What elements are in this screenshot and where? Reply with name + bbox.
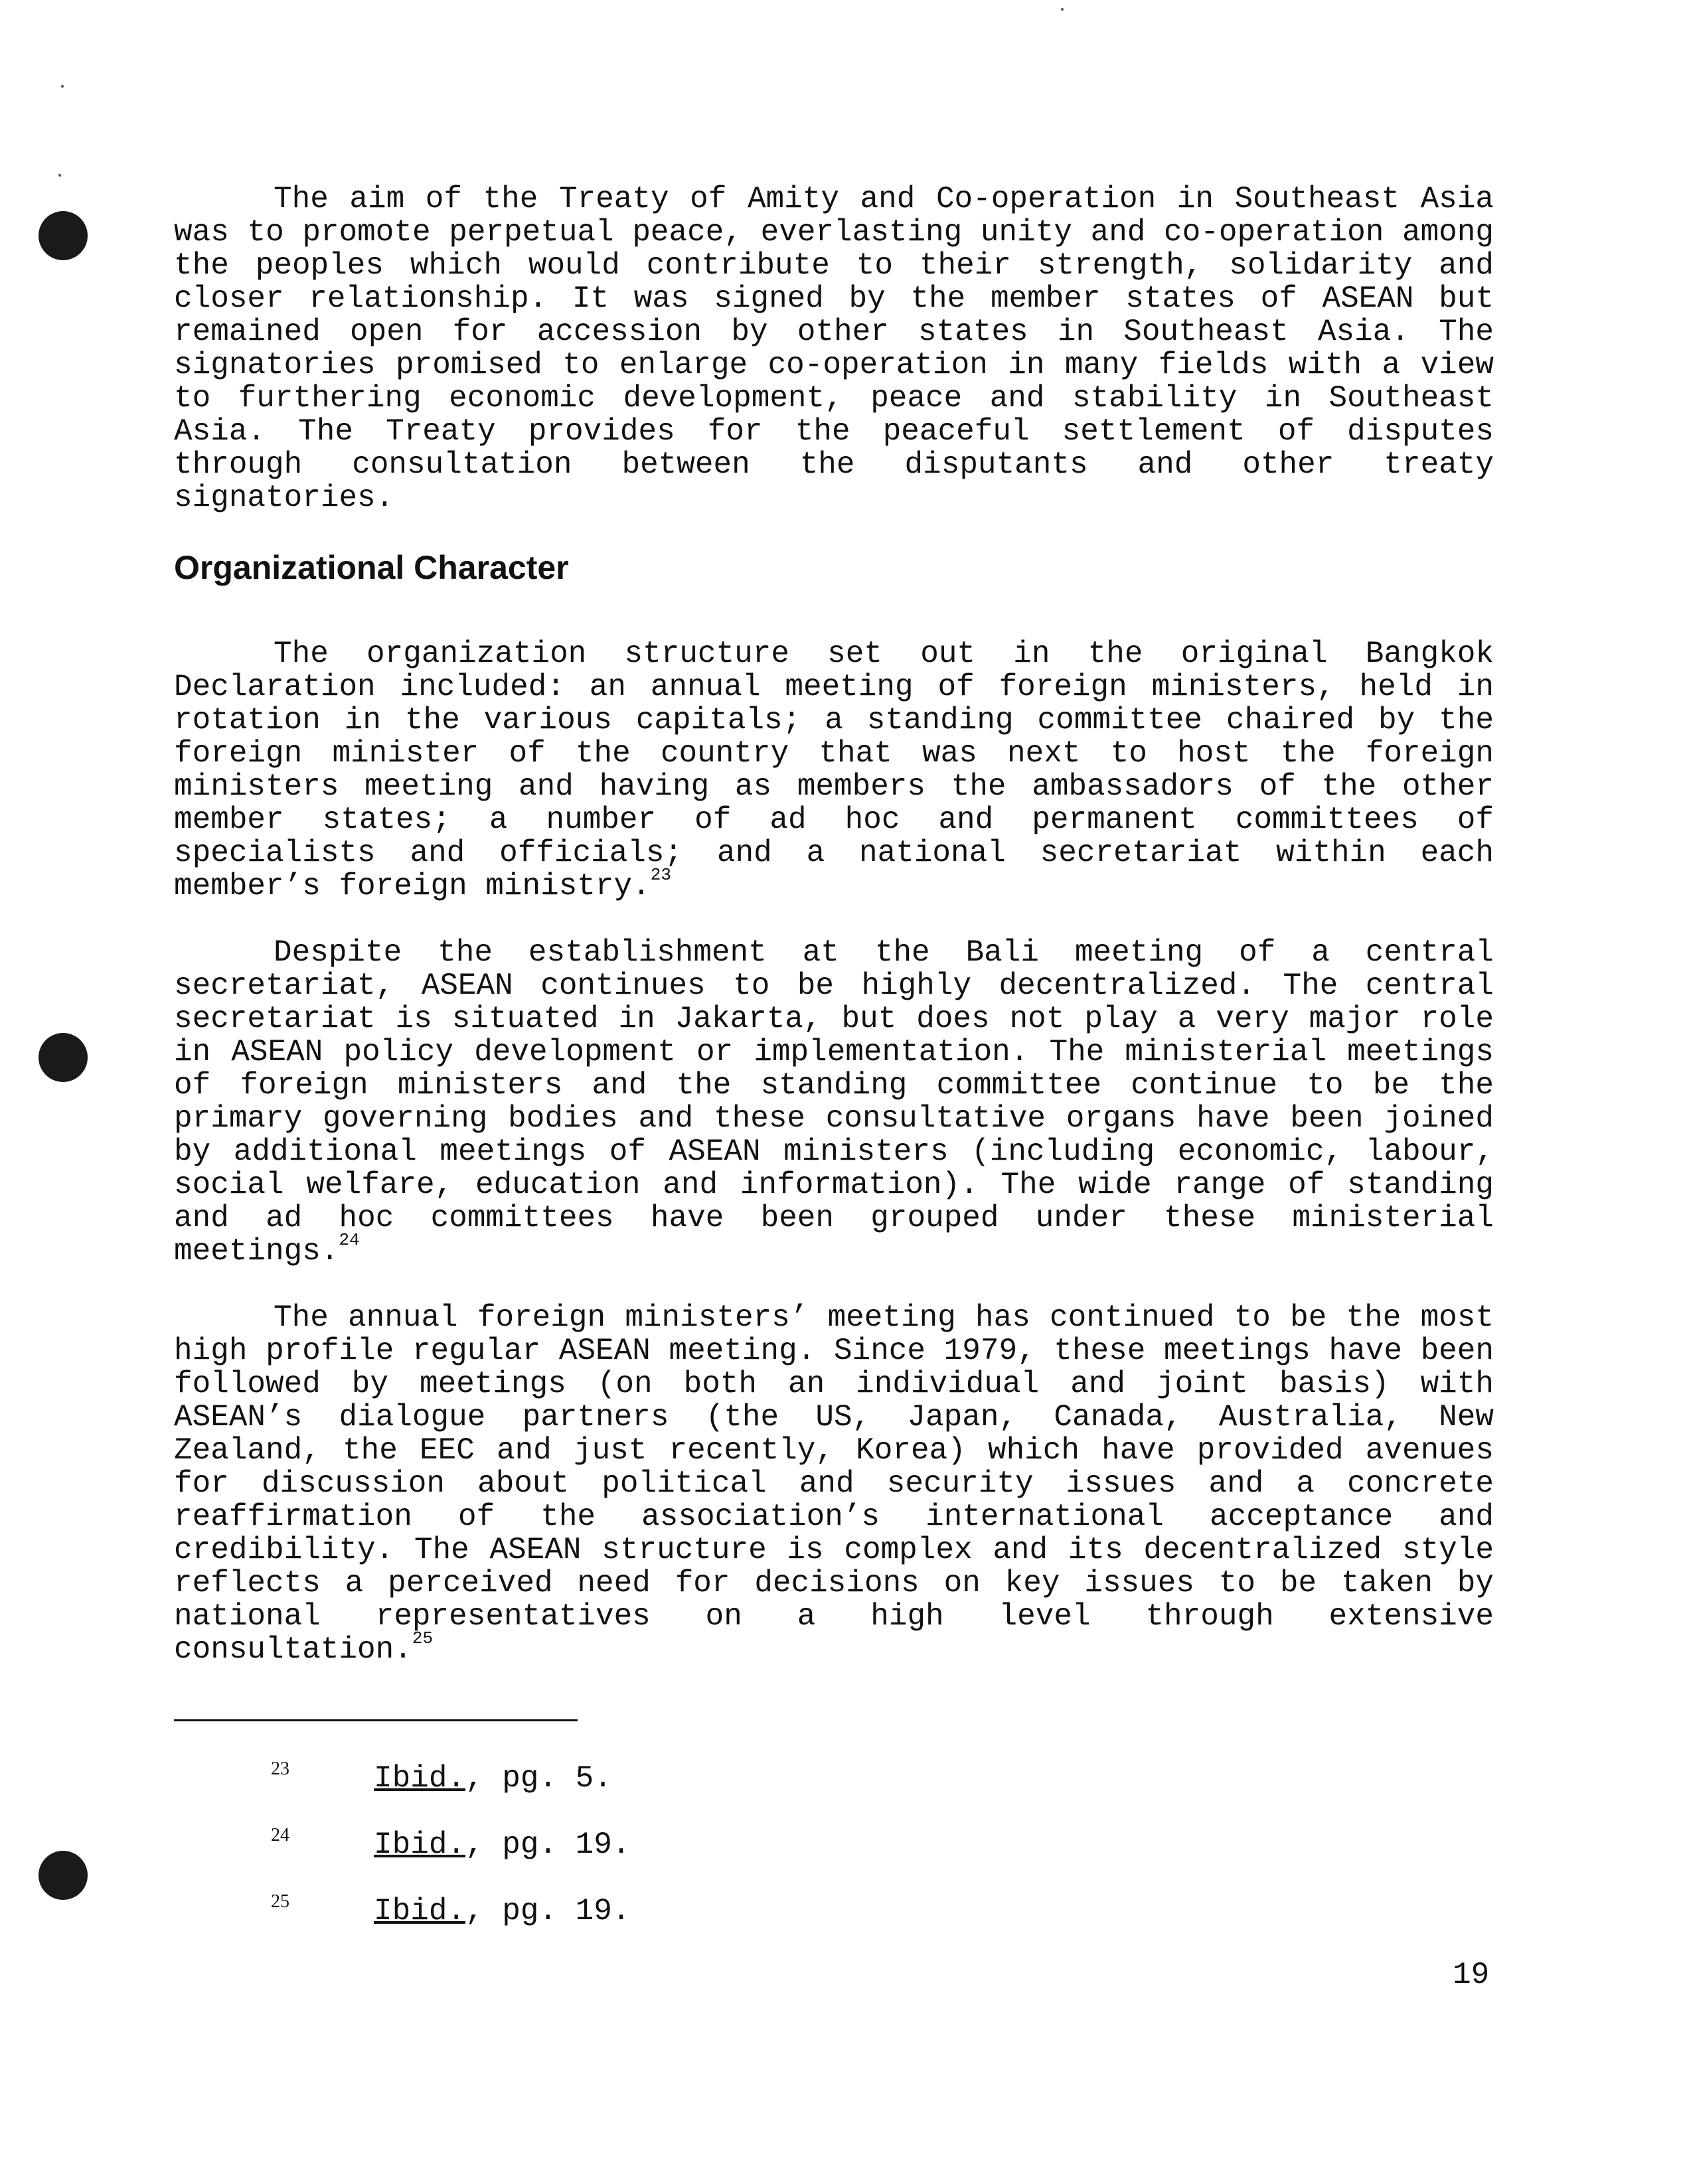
footnote-page: , pg. 5.: [465, 1761, 612, 1796]
structure-paragraph-text: The organization structure set out in the original Bangkok Declaration included: an annual meeting of foreign ministers, held in rotation in the various capitals; a standing committee chaired by the foreign minister of the country that was next to host the foreign ministers meeting and having as members the ambassadors of the other member states; a number of ad hoc and permanent committees of specialists and officials; and a national secretariat within each member’s foreign ministry.: [174, 637, 1494, 903]
footnote-23: [271, 1753, 612, 1795]
footnote-separator: [174, 1719, 578, 1721]
section-heading: Organizational Character: [174, 549, 569, 586]
footnote-source: Ibid.: [374, 1761, 466, 1796]
structure-paragraph: [174, 637, 1494, 903]
footnote-page: , pg. 19.: [465, 1894, 631, 1928]
annual-meeting-paragraph: [174, 1301, 1494, 1666]
footnote-ref-24: 24: [339, 1230, 360, 1250]
annual-meeting-paragraph-text: The annual foreign ministers’ meeting has continued to be the most high profile regular ASEAN meeting. Since 1979, these meetings have been followed by meetings (on both an individual and joint basis) with ASEAN’s dialogue partners (the US, Japan, Canada, Australia, New Zealand, the EEC and just recently, Korea) which have provided avenues for discussion about political and security issues and a concrete reaffirmation of the association’s international acceptance and credibility. The ASEAN structure is complex and its decentralized style reflects a perceived need for decisions on key issues to be taken by national representatives on a high level through extensive consultation.: [174, 1300, 1494, 1667]
binder-hole-middle: [39, 1033, 88, 1082]
footnote-source: Ibid.: [374, 1828, 466, 1862]
decentralization-paragraph: [174, 936, 1494, 1268]
footnote-25: [271, 1885, 630, 1928]
page-number: 19: [1453, 1958, 1490, 1992]
footnote-ref-25: 25: [412, 1628, 434, 1648]
scan-speck: [1061, 8, 1064, 11]
footnote-source: Ibid.: [374, 1894, 466, 1928]
intro-paragraph: [174, 183, 1494, 514]
decentralization-paragraph-text: Despite the establishment at the Bali meeting of a central secretariat, ASEAN continues to be highly decentralized. The central secretariat is situated in Jakarta, but does not play a very major role in ASEAN policy development or implementation. The ministerial meetings of foreign ministers and the standing committee continue to be the primary governing bodies and these consultative organs have been joined by additional meetings of ASEAN ministers (including economic, labour, social welfare, education and information). The wide range of standing and ad hoc committees have been grouped under these ministerial meetings.: [174, 935, 1494, 1269]
footnote-24: [271, 1819, 630, 1861]
footnote-number: 23: [271, 1758, 289, 1779]
intro-paragraph-text: The aim of the Treaty of Amity and Co-operation in Southeast Asia was to promote perpetual peace, everlasting unity and co-operation among the peoples which would contribute to their strength, solidarity and closer relationship. It was signed by the member states of ASEAN but remained open for accession by other states in Southeast Asia. The signatories promised to enlarge co-operation in many fields with a view to furthering economic development, peace and stability in Southeast Asia. The Treaty provides for the peaceful settlement of disputes through consultation between the disputants and other treaty signatories.: [174, 182, 1494, 515]
footnote-number: 24: [271, 1825, 289, 1845]
footnote-ref-23: 23: [650, 865, 671, 885]
binder-hole-bottom: [39, 1851, 88, 1900]
scan-speck: [61, 85, 64, 88]
scan-speck: [58, 174, 61, 177]
binder-hole-top: [39, 211, 88, 260]
footnote-number: 25: [271, 1891, 289, 1912]
footnote-page: , pg. 19.: [465, 1828, 631, 1862]
